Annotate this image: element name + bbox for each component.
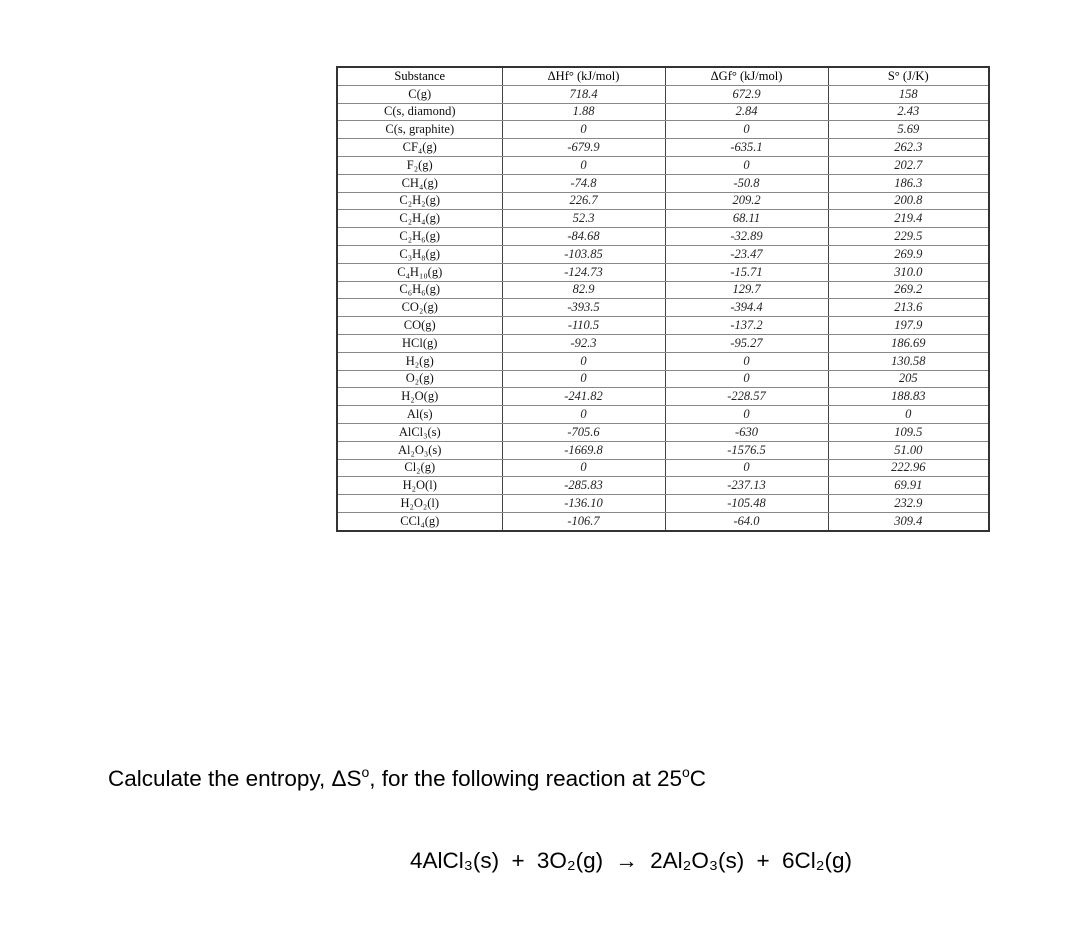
- header-substance: Substance: [337, 67, 502, 85]
- plus-sign: +: [756, 848, 770, 873]
- substance-cell: C(s, diamond): [337, 103, 502, 121]
- entropy-cell: 202.7: [828, 156, 989, 174]
- entropy-cell: 232.9: [828, 495, 989, 513]
- gibbs-cell: -137.2: [665, 317, 828, 335]
- enthalpy-cell: -1669.8: [502, 441, 665, 459]
- substance-cell: CO₂(g): [337, 299, 502, 317]
- enthalpy-cell: -136.10: [502, 495, 665, 513]
- header-row: [337, 67, 989, 85]
- substance-cell: C₂H₄(g): [337, 210, 502, 228]
- enthalpy-cell: -241.82: [502, 388, 665, 406]
- gibbs-cell: 0: [665, 352, 828, 370]
- entropy-cell: 186.69: [828, 334, 989, 352]
- enthalpy-cell: 82.9: [502, 281, 665, 299]
- question-suffix: C: [689, 766, 707, 791]
- substance-cell: H₂(g): [337, 352, 502, 370]
- table-row: [337, 441, 989, 459]
- entropy-cell: 269.2: [828, 281, 989, 299]
- substance-cell: HCl(g): [337, 334, 502, 352]
- substance-cell: CO(g): [337, 317, 502, 335]
- substance-cell: CF₄(g): [337, 139, 502, 157]
- table-row: [337, 85, 989, 103]
- product-chlorine: 6Cl₂(g): [781, 848, 852, 873]
- gibbs-cell: 0: [665, 121, 828, 139]
- entropy-cell: 51.00: [828, 441, 989, 459]
- entropy-cell: 5.69: [828, 121, 989, 139]
- enthalpy-cell: 718.4: [502, 85, 665, 103]
- question-text: [108, 764, 706, 792]
- product-aluminum-oxide: 2Al₂O₃(s): [650, 848, 745, 873]
- gibbs-cell: 129.7: [665, 281, 828, 299]
- entropy-cell: 200.8: [828, 192, 989, 210]
- gibbs-cell: 0: [665, 459, 828, 477]
- substance-cell: C₃H₈(g): [337, 245, 502, 263]
- substance-cell: H₂O(l): [337, 477, 502, 495]
- header-entropy: S° (J/K): [828, 67, 989, 85]
- enthalpy-cell: -679.9: [502, 139, 665, 157]
- substance-cell: F₂(g): [337, 156, 502, 174]
- table-row: [337, 352, 989, 370]
- substance-cell: C₆H₆(g): [337, 281, 502, 299]
- substance-cell: C(s, graphite): [337, 121, 502, 139]
- table-row: [337, 192, 989, 210]
- header-enthalpy: ΔHf° (kJ/mol): [502, 67, 665, 85]
- substance-cell: Al₂O₃(s): [337, 441, 502, 459]
- substance-cell: O₂(g): [337, 370, 502, 388]
- table-row: [337, 103, 989, 121]
- entropy-cell: 188.83: [828, 388, 989, 406]
- enthalpy-cell: 0: [502, 156, 665, 174]
- entropy-cell: 69.91: [828, 477, 989, 495]
- enthalpy-cell: -84.68: [502, 228, 665, 246]
- table-row: [337, 299, 989, 317]
- gibbs-cell: 209.2: [665, 192, 828, 210]
- table-row: [337, 317, 989, 335]
- enthalpy-cell: -74.8: [502, 174, 665, 192]
- entropy-cell: 130.58: [828, 352, 989, 370]
- header-gibbs: ΔGf° (kJ/mol): [665, 67, 828, 85]
- gibbs-cell: -228.57: [665, 388, 828, 406]
- gibbs-cell: -23.47: [665, 245, 828, 263]
- entropy-cell: 213.6: [828, 299, 989, 317]
- gibbs-cell: -50.8: [665, 174, 828, 192]
- table-row: [337, 495, 989, 513]
- gibbs-cell: -1576.5: [665, 441, 828, 459]
- enthalpy-cell: 0: [502, 352, 665, 370]
- reactant-oxygen: 3O₂(g): [536, 848, 604, 873]
- table-row: [337, 459, 989, 477]
- table-row: [337, 228, 989, 246]
- entropy-cell: 205: [828, 370, 989, 388]
- gibbs-cell: 68.11: [665, 210, 828, 228]
- enthalpy-cell: 0: [502, 406, 665, 424]
- enthalpy-cell: 52.3: [502, 210, 665, 228]
- entropy-cell: 262.3: [828, 139, 989, 157]
- table-row: [337, 245, 989, 263]
- table-row: [337, 512, 989, 530]
- enthalpy-cell: -92.3: [502, 334, 665, 352]
- gibbs-cell: -32.89: [665, 228, 828, 246]
- table-row: [337, 370, 989, 388]
- enthalpy-cell: -705.6: [502, 423, 665, 441]
- entropy-cell: 2.43: [828, 103, 989, 121]
- question-middle: , for the following reaction at 25: [369, 766, 682, 791]
- entropy-cell: 309.4: [828, 512, 989, 530]
- table-row: [337, 210, 989, 228]
- enthalpy-cell: -124.73: [502, 263, 665, 281]
- question-degree-sign: o: [681, 764, 690, 780]
- gibbs-cell: 672.9: [665, 85, 828, 103]
- substance-cell: H₂O(g): [337, 388, 502, 406]
- table-row: [337, 174, 989, 192]
- question-superscript-o: o: [361, 764, 370, 780]
- entropy-cell: 219.4: [828, 210, 989, 228]
- table-row: [337, 139, 989, 157]
- gibbs-cell: -64.0: [665, 512, 828, 530]
- substance-cell: H₂O₂(l): [337, 495, 502, 513]
- table-row: [337, 121, 989, 139]
- table-row: [337, 156, 989, 174]
- table-row: [337, 263, 989, 281]
- gibbs-cell: 0: [665, 406, 828, 424]
- gibbs-cell: -105.48: [665, 495, 828, 513]
- enthalpy-cell: 1.88: [502, 103, 665, 121]
- substance-cell: Al(s): [337, 406, 502, 424]
- substance-cell: AlCl₃(s): [337, 423, 502, 441]
- entropy-cell: 186.3: [828, 174, 989, 192]
- table-row: [337, 423, 989, 441]
- question-prefix: Calculate the entropy, ΔS: [108, 766, 362, 791]
- table-row: [337, 477, 989, 495]
- entropy-cell: 158: [828, 85, 989, 103]
- plus-sign: +: [511, 848, 525, 873]
- enthalpy-cell: -103.85: [502, 245, 665, 263]
- thermodynamic-data-table: [336, 66, 990, 532]
- enthalpy-cell: -106.7: [502, 512, 665, 530]
- substance-cell: CCl₄(g): [337, 512, 502, 530]
- gibbs-cell: 0: [665, 370, 828, 388]
- substance-cell: C₂H₂(g): [337, 192, 502, 210]
- entropy-cell: 197.9: [828, 317, 989, 335]
- table-row: [337, 334, 989, 352]
- gibbs-cell: -635.1: [665, 139, 828, 157]
- table-body: [337, 85, 989, 530]
- substance-cell: C₄H₁₀(g): [337, 263, 502, 281]
- table-row: [337, 281, 989, 299]
- entropy-cell: 269.9: [828, 245, 989, 263]
- reaction-arrow-icon: →: [615, 848, 638, 873]
- enthalpy-cell: 0: [502, 459, 665, 477]
- substance-cell: CH₄(g): [337, 174, 502, 192]
- reaction-equation: [410, 848, 852, 874]
- substance-cell: C₂H₆(g): [337, 228, 502, 246]
- substance-cell: C(g): [337, 85, 502, 103]
- entropy-cell: 109.5: [828, 423, 989, 441]
- enthalpy-cell: 0: [502, 121, 665, 139]
- entropy-cell: 0: [828, 406, 989, 424]
- gibbs-cell: -630: [665, 423, 828, 441]
- gibbs-cell: -237.13: [665, 477, 828, 495]
- gibbs-cell: -15.71: [665, 263, 828, 281]
- table-row: [337, 388, 989, 406]
- enthalpy-cell: -393.5: [502, 299, 665, 317]
- entropy-cell: 222.96: [828, 459, 989, 477]
- enthalpy-cell: 0: [502, 370, 665, 388]
- gibbs-cell: 2.84: [665, 103, 828, 121]
- enthalpy-cell: -285.83: [502, 477, 665, 495]
- enthalpy-cell: 226.7: [502, 192, 665, 210]
- gibbs-cell: -394.4: [665, 299, 828, 317]
- table-header: [337, 67, 989, 85]
- entropy-cell: 229.5: [828, 228, 989, 246]
- substance-cell: Cl₂(g): [337, 459, 502, 477]
- table-row: [337, 406, 989, 424]
- entropy-cell: 310.0: [828, 263, 989, 281]
- enthalpy-cell: -110.5: [502, 317, 665, 335]
- gibbs-cell: 0: [665, 156, 828, 174]
- gibbs-cell: -95.27: [665, 334, 828, 352]
- reactant-aluminum-chloride: 4AlCl₃(s): [410, 848, 500, 873]
